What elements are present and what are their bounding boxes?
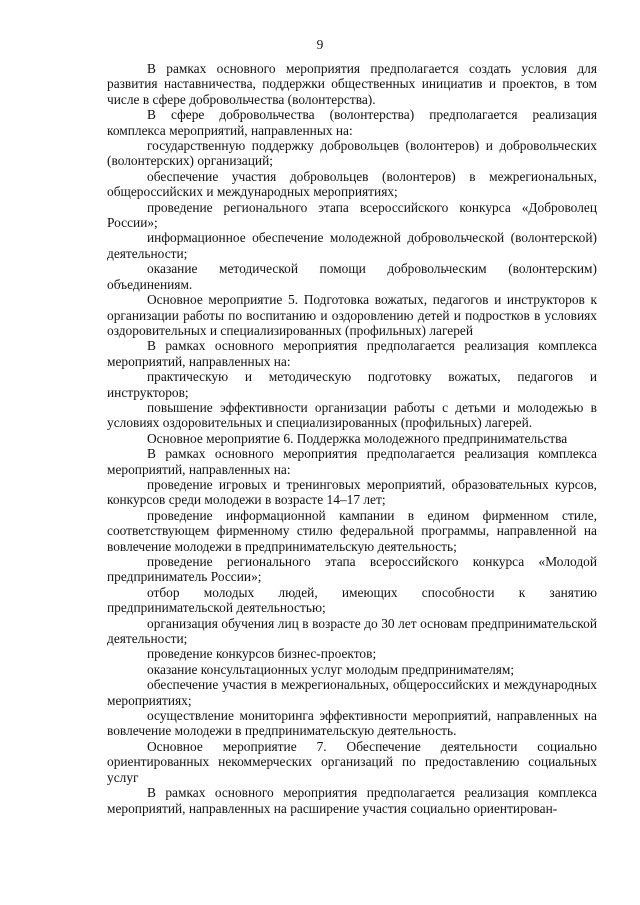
section-heading: Основное мероприятие 7. Обеспечение деятельности социально ориентированных некоммерческих организаций по предоставлению социальных услуг [107,738,597,785]
paragraph: информационное обеспечение молодежной добровольческой (волонтерской) деятельности; [107,230,597,261]
paragraph: практическую и методическую подготовку вожатых, педагогов и инструкторов; [107,369,597,400]
paragraph: В сфере добровольчества (волонтерства) предполагается реализация комплекса мероприятий, направленных на: [107,107,597,138]
paragraph: В рамках основного мероприятия предполагается создать условия для развития наставничества, поддержки общественных инициатив и проектов, в том числе в сфере добровольчества (волонтерства). [107,61,597,107]
paragraph: оказание консультационных услуг молодым предпринимателям; [147,661,515,677]
paragraph: осуществление мониторинга эффективности мероприятий, направленных на вовлечение молодежи в предпринимательскую деятельность. [107,708,597,739]
paragraph: проведение конкурсов бизнес-проектов; [147,646,377,662]
paragraph: проведение регионального этапа всероссийского конкурса «Доброволец России»; [107,199,597,231]
section-heading: Основное мероприятие 5. Подготовка вожатых, педагогов и инструкторов к организации работы по воспитанию и оздоровлению детей и подростков в условиях оздоровительных и специализированных (профильных) лагерей [107,292,597,338]
document-body [107,61,597,816]
paragraph: оказание методической помощи добровольческим (волонтерским) объединениям. [107,261,597,292]
page-number: 9 [316,37,324,52]
paragraph: проведение игровых и тренинговых мероприятий, образовательных курсов, конкурсов среди молодежи в возрасте 14–17 лет; [107,476,597,508]
paragraph: обеспечение участия добровольцев (волонтеров) в межрегиональных, общероссийских и международных мероприятиях; [107,168,597,200]
paragraph: повышение эффективности организации работы с детьми и молодежью в условиях оздоровительных и специализированных (профильных) лагерей. [107,399,597,431]
paragraph: государственную поддержку добровольцев (волонтеров) и добровольческих (волонтерских) организаций; [107,138,597,169]
section-heading: Основное мероприятие 6. Поддержка молодежного предпринимательства [147,430,568,446]
paragraph: В рамках основного мероприятия предполагается реализация комплекса мероприятий, направленных на: [107,338,597,369]
paragraph: В рамках основного мероприятия предполагается реализация комплекса мероприятий, направленных на расширение участия социально ориентирован- [107,785,597,816]
paragraph: организация обучения лиц в возрасте до 30 лет основам предпринимательской деятельности; [107,615,597,647]
paragraph: В рамках основного мероприятия предполагается реализация комплекса мероприятий, направленных на: [107,446,597,477]
paragraph: обеспечение участия в межрегиональных, общероссийских и международных мероприятиях; [107,677,597,708]
paragraph: отбор молодых людей, имеющих способности к занятию предпринимательской деятельностью; [107,584,597,616]
paragraph: проведение информационной кампании в едином фирменном стиле, соответствующем фирменному стилю федеральной программы, направленной на вовлечение молодежи в предпринимательскую деятельность; [107,507,597,554]
paragraph: проведение регионального этапа всероссийского конкурса «Молодой предприниматель России»; [107,554,597,585]
